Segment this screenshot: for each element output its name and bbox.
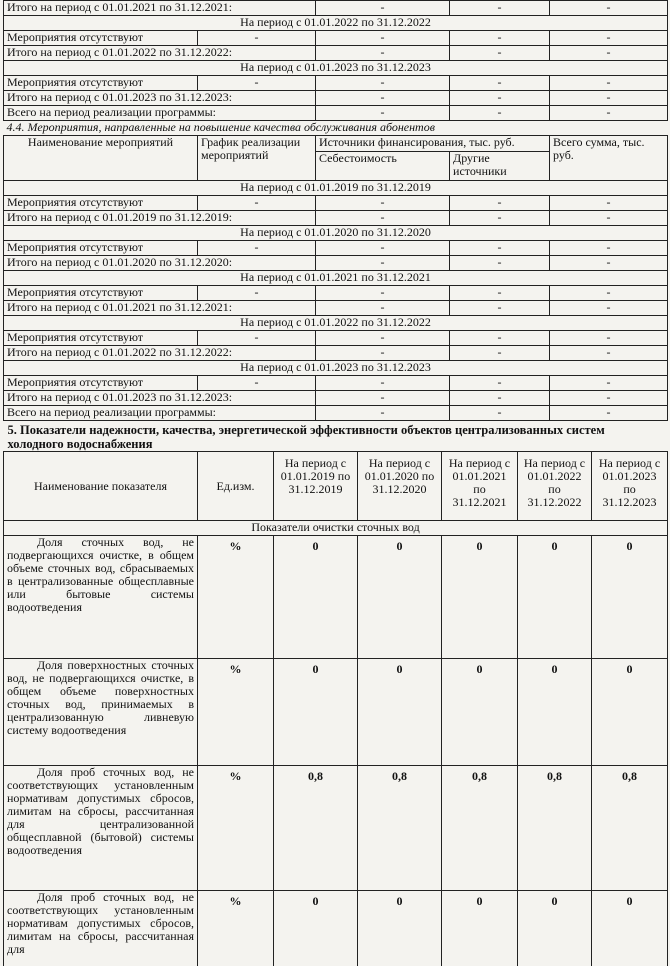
row-label: Мероприятия отсутствуют	[4, 331, 198, 346]
header-period-2019: На период с 01.01.2019 по 31.12.2019	[274, 452, 358, 521]
indicator-value: 0	[592, 536, 668, 659]
table-row	[4, 256, 668, 271]
table-row	[4, 301, 668, 316]
row-label: Итого на период с 01.01.2021 по 31.12.2021:	[4, 301, 316, 316]
grand-total-row	[4, 406, 668, 421]
period-heading: На период с 01.01.2023 по 31.12.2023	[4, 61, 668, 76]
row-value: -	[450, 286, 550, 301]
row-value: -	[316, 31, 450, 46]
row-value: -	[450, 196, 550, 211]
row-value: -	[450, 406, 550, 421]
indicator-value: 0	[358, 536, 442, 659]
row-value: -	[198, 196, 316, 211]
indicator-value: 0	[592, 891, 668, 966]
period-row	[4, 271, 668, 286]
row-value: -	[450, 46, 550, 61]
indicator-value: 0	[274, 659, 358, 766]
row-value: -	[550, 76, 668, 91]
row-value: -	[550, 391, 668, 406]
row-value: -	[450, 256, 550, 271]
period-row	[4, 61, 668, 76]
indicator-value: 0,8	[442, 766, 518, 891]
indicator-value: 0	[442, 536, 518, 659]
row-value: -	[316, 91, 450, 106]
row-value: -	[550, 211, 668, 226]
indicator-unit: %	[198, 536, 274, 659]
header-total: Всего сумма, тыс. руб.	[550, 136, 668, 181]
row-value: -	[550, 241, 668, 256]
row-value: -	[316, 76, 450, 91]
indicator-value: 0	[518, 536, 592, 659]
row-value: -	[316, 331, 450, 346]
indicator-header-row	[4, 452, 668, 521]
period-heading: На период с 01.01.2021 по 31.12.2021	[4, 271, 668, 286]
row-value: -	[550, 376, 668, 391]
indicator-value: 0	[358, 891, 442, 966]
header-cost: Себестоимость	[316, 152, 450, 181]
indicator-unit: %	[198, 659, 274, 766]
period-heading: На период с 01.01.2019 по 31.12.2019	[4, 181, 668, 196]
header-indicator-name: Наименование показателя	[4, 452, 198, 521]
row-label: Всего на период реализации программы:	[4, 106, 316, 121]
period-row	[4, 226, 668, 241]
indicator-name: Доля проб сточных вод, не соответствующих установленным нормативам допустимых сбросов, лимитам на сбросы, рассчитанная для	[4, 891, 198, 966]
row-label: Всего на период реализации программы:	[4, 406, 316, 421]
row-value: -	[550, 331, 668, 346]
table-row	[4, 1, 668, 16]
table-row	[4, 91, 668, 106]
indicator-name: Доля поверхностных сточных вод, не подвергающихся очистке, в общем объеме поверхностных сточных вод, принимаемых в централизованную ливневую систему водоотведения	[4, 659, 198, 766]
header-period-2023: На период с 01.01.2023 по 31.12.2023	[592, 452, 668, 521]
indicator-value: 0,8	[518, 766, 592, 891]
row-value: -	[550, 91, 668, 106]
row-value: -	[198, 76, 316, 91]
row-value: -	[550, 31, 668, 46]
indicator-row	[4, 766, 668, 891]
indicator-value: 0	[442, 659, 518, 766]
indicator-value: 0	[442, 891, 518, 966]
row-value: -	[450, 1, 550, 16]
indicator-rows	[4, 536, 668, 966]
row-value: -	[550, 346, 668, 361]
row-value: -	[450, 241, 550, 256]
period-heading: На период с 01.01.2022 по 31.12.2022	[4, 16, 668, 31]
table-row	[4, 346, 668, 361]
indicator-value: 0	[274, 536, 358, 659]
period-heading: На период с 01.01.2022 по 31.12.2022	[4, 316, 668, 331]
row-value: -	[450, 106, 550, 121]
table-row	[4, 241, 668, 256]
section-5-title: 5. Показатели надежности, качества, энергетической эффективности объектов централизованных систем холодного водоснабжения	[7, 423, 605, 451]
row-label: Итого на период с 01.01.2023 по 31.12.2023:	[4, 91, 316, 106]
row-value: -	[316, 376, 450, 391]
row-value: -	[316, 346, 450, 361]
row-value: -	[550, 196, 668, 211]
period-row	[4, 181, 668, 196]
indicator-value: 0,8	[274, 766, 358, 891]
header-period-2022: На период с 01.01.2022 по 31.12.2022	[518, 452, 592, 521]
period-heading: На период с 01.01.2023 по 31.12.2023	[4, 361, 668, 376]
row-label: Мероприятия отсутствуют	[4, 376, 198, 391]
row-value: -	[450, 331, 550, 346]
header-sources: Источники финансирования, тыс. руб.	[316, 136, 550, 152]
header-period-2020: На период с 01.01.2020 по 31.12.2020	[358, 452, 442, 521]
section-heading-4-4: 4.4. Мероприятия, направленные на повышение качества обслуживания абонентов	[4, 121, 668, 136]
row-label: Итого на период с 01.01.2022 по 31.12.2022:	[4, 346, 316, 361]
row-value: -	[316, 106, 450, 121]
indicator-value: 0	[592, 659, 668, 766]
row-value: -	[450, 376, 550, 391]
indicator-unit: %	[198, 891, 274, 966]
row-value: -	[550, 406, 668, 421]
row-label: Мероприятия отсутствуют	[4, 241, 198, 256]
row-value: -	[316, 1, 450, 16]
row-value: -	[316, 286, 450, 301]
row-label: Мероприятия отсутствуют	[4, 31, 198, 46]
row-value: -	[316, 256, 450, 271]
indicator-row	[4, 536, 668, 659]
period-row	[4, 361, 668, 376]
row-label: Итого на период с 01.01.2019 по 31.12.2019:	[4, 211, 316, 226]
row-label: Итого на период с 01.01.2022 по 31.12.2022:	[4, 46, 316, 61]
row-value: -	[198, 31, 316, 46]
indicator-group-heading: Показатели очистки сточных вод	[4, 521, 668, 536]
row-value: -	[450, 91, 550, 106]
row-label: Мероприятия отсутствуют	[4, 196, 198, 211]
table-row	[4, 211, 668, 226]
row-value: -	[198, 241, 316, 256]
indicator-value: 0	[518, 659, 592, 766]
period-row	[4, 316, 668, 331]
row-value: -	[450, 391, 550, 406]
row-value: -	[450, 346, 550, 361]
row-value: -	[550, 106, 668, 121]
period-row	[4, 16, 668, 31]
row-value: -	[316, 46, 450, 61]
row-value: -	[316, 211, 450, 226]
row-value: -	[450, 76, 550, 91]
row-value: -	[316, 406, 450, 421]
row-value: -	[550, 1, 668, 16]
period-heading: На период с 01.01.2020 по 31.12.2020	[4, 226, 668, 241]
table-row	[4, 391, 668, 406]
measures-table-top	[3, 0, 668, 421]
row-label: Итого на период с 01.01.2021 по 31.12.2021:	[4, 1, 316, 16]
row-value: -	[316, 196, 450, 211]
header-other: Другие источники	[450, 152, 550, 181]
row-value: -	[550, 301, 668, 316]
row-label: Итого на период с 01.01.2020 по 31.12.2020:	[4, 256, 316, 271]
header-schedule: График реализации мероприятий	[198, 136, 316, 181]
row-value: -	[198, 376, 316, 391]
indicator-row	[4, 659, 668, 766]
indicator-row	[4, 891, 668, 966]
table-row	[4, 196, 668, 211]
indicator-value: 0	[358, 659, 442, 766]
row-value: -	[198, 331, 316, 346]
table-row	[4, 76, 668, 91]
header-unit: Ед.изм.	[198, 452, 274, 521]
indicator-value: 0,8	[592, 766, 668, 891]
indicator-value: 0	[518, 891, 592, 966]
row-label: Мероприятия отсутствуют	[4, 76, 198, 91]
row-value: -	[450, 31, 550, 46]
indicator-group-row	[4, 521, 668, 536]
table-row	[4, 376, 668, 391]
row-label: Итого на период с 01.01.2023 по 31.12.2023:	[4, 391, 316, 406]
indicator-name: Доля проб сточных вод, не соответствующих установленным нормативам допустимых сбросов, лимитам на сбросы, рассчитанная для централизованной общесплавной (бытовой) системы водоотведения	[4, 766, 198, 891]
section-5-title-row	[4, 421, 668, 452]
indicator-name: Доля сточных вод, не подвергающихся очистке, в общем объеме сточных вод, сбрасываемых в централизованные общесплавные или бытовые системы водоотведения	[4, 536, 198, 659]
row-value: -	[316, 241, 450, 256]
table-row	[4, 46, 668, 61]
header-name: Наименование мероприятий	[4, 136, 198, 181]
indicator-value: 0,8	[358, 766, 442, 891]
section-row	[4, 121, 668, 136]
header-row	[4, 136, 668, 152]
row-value: -	[450, 211, 550, 226]
row-value: -	[450, 301, 550, 316]
table-row	[4, 31, 668, 46]
table-row	[4, 286, 668, 301]
header-period-2021: На период с 01.01.2021 по 31.12.2021	[442, 452, 518, 521]
row-value: -	[316, 391, 450, 406]
row-value: -	[198, 286, 316, 301]
row-value: -	[550, 46, 668, 61]
row-value: -	[550, 256, 668, 271]
row-value: -	[550, 286, 668, 301]
table-row	[4, 331, 668, 346]
indicator-unit: %	[198, 766, 274, 891]
indicators-table	[3, 421, 668, 966]
row-label: Мероприятия отсутствуют	[4, 286, 198, 301]
table-row	[4, 106, 668, 121]
indicator-value: 0	[274, 891, 358, 966]
row-value: -	[316, 301, 450, 316]
period-blocks	[4, 181, 668, 406]
